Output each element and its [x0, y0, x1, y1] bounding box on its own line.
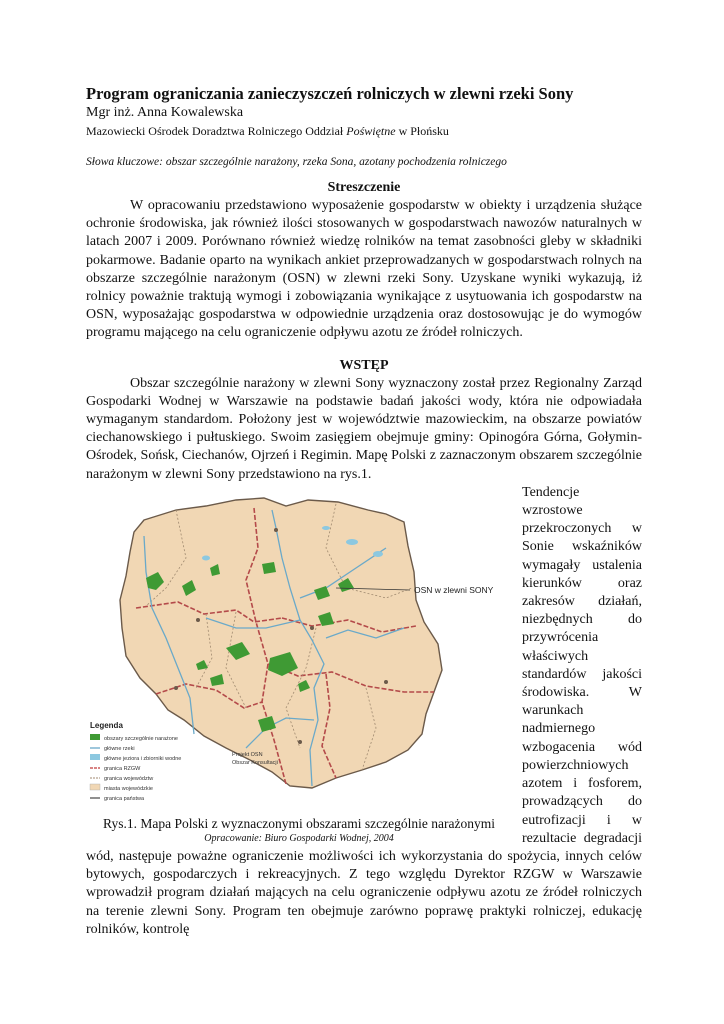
intro-paragraph-1: Obszar szczególnie narażony w zlewni Sony wyznaczony został przez Regionalny Zarząd Gospodarki Wodnej w Warszawie na podstawie badań jakości wody, która nie odpowiadała wymaganym standardom. Położony jest w województwie mazowieckim, na obszarze powiatów ciechanowskiego i pułtuskiego. Swoim zasięgiem obejmuje gminy: Opinogóra Górna, Gołymin-Ośrodek, Sońsk, Ciechanów, Ojrzeń i Regimin. Mapę Polski z zaznaczonym obszarem szczególnie narażonym w zlewni Sony przedstawiono na rys.1.	[86, 375, 642, 482]
abstract-text: W opracowaniu przedstawiono wyposażenie gospodarstw w obiekty i urządzenia służące ochronie środowiska, jak również ilości stosowanych w gospodarstwach nawozów naturalnych w latach 2007 i 2009. Porównano również wiedzę rolników na temat zasobności gleby w składniki pokarmowe. Badanie oparto na wynikach ankiet przeprowadzanych w gospodarstwach rolnych na obszarze szczególnie narażonym (OSN) w zlewni rzeki Sony. Uzyskane wyniki wykazują, iż rolnicy poważnie traktują wymogi i zobowiązania wynikające z usytuowania ich gospodarstw na OSN, wyposażając gospodarstwa w odpowiednie urządzenia oraz dostosowując je do wymogów programu mającego na celu ograniczenie odpływu azotu ze źródeł rolniczych.	[86, 198, 642, 341]
legend-item-3: granica RZGW	[104, 765, 141, 772]
legend-title: Legenda	[90, 720, 123, 730]
figure-1	[86, 488, 512, 845]
legend-swatch-cities	[90, 784, 100, 790]
author-name: Mgr inż. Anna Kowalewska	[86, 105, 244, 120]
legend-swatch-osn	[90, 734, 100, 740]
callout-label: OSN w zlewni SONY	[414, 584, 494, 595]
legend-item-5: miasta wojewódzkie	[104, 785, 153, 792]
keywords: Słowa kluczowe: obszar szczególnie narażony, rzeka Sona, azotany pochodzenia rolniczego	[86, 156, 507, 168]
legend-item-2: główne jeziora i zbiorniki wodne	[104, 755, 182, 762]
document-title: Program ograniczania zanieczyszczeń rolniczych w zlewni rzeki Sony	[86, 84, 574, 103]
document-page	[86, 84, 642, 939]
author-affiliation: Mazowiecki Ośrodek Doradztwa Rolniczego Oddział Poświętne w Płońsku	[86, 124, 449, 138]
map-small-label: Projekt OSN	[232, 751, 263, 758]
osn-area	[262, 562, 276, 574]
legend-swatch-lakes	[90, 754, 100, 760]
figure-caption: Rys.1. Mapa Polski z wyznaczonymi obszarami szczególnie narażonymi	[103, 815, 495, 831]
legend-item-6: granica państwa	[104, 795, 145, 802]
map-small-label: Obszar Konsultacji	[232, 759, 278, 766]
figure-wrap	[86, 484, 642, 939]
figure-source: Opracowanie: Biuro Gospodarki Wodnej, 2004	[204, 832, 394, 844]
intro-paragraph-2: Tendencje wzrostowe przekroczonych w Sonie wskaźników wymagały ustalenia kierunków oraz zakresów działań, niezbędnych do przywrócenia właściwych standardów jakości środowiska. W warunkach nadmiernego wzbogacenia wód powierzchniowych azotem i fosforem, prowadzących do eutrofizacji i w rezultacie degradacji wód, następuje poważne ograniczenie możliwości ich wykorzystania do spożycia, innych celów bytowych, gospodarczych i rekreacyjnych. Z tego względu Dyrektor RZGW w Warszawie wprowadził program działań mających na celu ograniczenie odpływu azotu ze źródeł rolniczych na terenie zlewni Sony. Program ten obejmuje zarówno poprawę praktyki rolniczej, edukację rolników, kontrolę	[86, 484, 642, 937]
poland-map	[86, 488, 506, 814]
abstract-heading: Streszczenie	[327, 180, 401, 195]
intro-heading: WSTĘP	[339, 357, 389, 373]
legend-item-4: granica województw	[104, 775, 154, 782]
legend-item-1: główne rzeki	[104, 745, 135, 752]
legend-item-0: obszary szczególnie narażone	[104, 735, 178, 742]
